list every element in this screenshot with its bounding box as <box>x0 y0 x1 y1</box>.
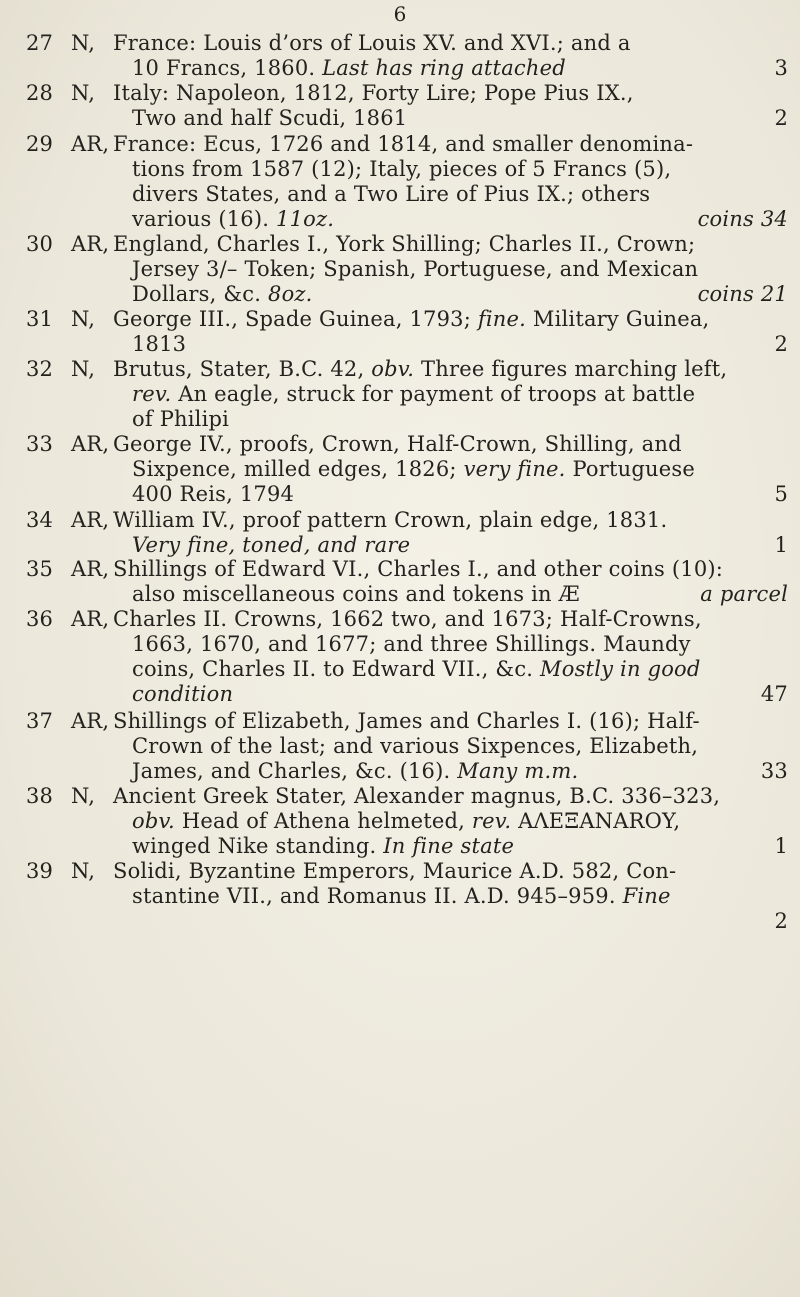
description-text: rev. <box>132 382 172 406</box>
description-text: Brutus, Stater, B.C. 42, <box>113 357 372 381</box>
metal-code: N, <box>71 31 96 55</box>
lot-quantity: 1 <box>774 533 788 557</box>
lot-quantity: 3 <box>774 56 788 80</box>
description-line <box>113 508 788 533</box>
description-line <box>113 232 788 257</box>
description-text: Many m.m. <box>457 759 579 783</box>
lot-description <box>113 31 788 81</box>
lot-number: 27 <box>26 31 54 55</box>
lot-description <box>113 784 788 859</box>
description-line <box>113 709 788 734</box>
lot-number: 35 <box>26 557 54 581</box>
metal-code: N, <box>71 859 96 883</box>
description-text: condition <box>132 682 234 706</box>
description-line <box>113 81 788 106</box>
lot-quantity: 5 <box>774 482 788 506</box>
lot-number: 29 <box>26 132 54 156</box>
lot-number: 34 <box>26 508 54 532</box>
metal-code: AR, <box>71 132 110 156</box>
description-text: 11oz. <box>276 207 335 231</box>
lot-number: 36 <box>26 607 54 631</box>
description-line <box>113 307 788 332</box>
description-text: of Philipi <box>132 407 230 431</box>
lot-quantity: 2 <box>774 106 788 130</box>
description-text: Head of Athena helmeted, <box>174 809 472 833</box>
description-text: Fine <box>622 884 671 908</box>
description-text: England, Charles I., York Shilling; Charles II., Crown; <box>113 232 696 256</box>
description-text: Shillings of Edward VI., Charles I., and other coins (10): <box>113 557 724 581</box>
description-text: James, and Charles, &c. (16). <box>132 759 458 783</box>
lot-number: 33 <box>26 432 54 456</box>
lot-number: 28 <box>26 81 54 105</box>
description-text: Sixpence, milled edges, 1826; <box>132 457 464 481</box>
description-line <box>113 407 788 432</box>
lot-number: 30 <box>26 232 54 256</box>
description-line <box>113 106 788 131</box>
description-text: Crown of the last; and various Sixpences, Elizabeth, <box>132 734 699 758</box>
lot-description <box>113 132 788 232</box>
description-line <box>113 31 788 56</box>
description-text: Jersey 3/– Token; Spanish, Portuguese, and Mexican <box>132 257 699 281</box>
metal-code: AR, <box>71 232 110 256</box>
lot-description <box>113 607 788 707</box>
description-text: France: Ecus, 1726 and 1814, and smaller denomina- <box>113 132 694 156</box>
description-text: Last has ring attached <box>322 56 566 80</box>
description-text: An eagle, struck for payment of troops at battle <box>171 382 696 406</box>
description-line <box>113 909 788 934</box>
metal-code: AR, <box>71 508 110 532</box>
description-line <box>113 682 788 707</box>
lot-number: 37 <box>26 709 54 733</box>
lot-number: 39 <box>26 859 54 883</box>
description-line <box>113 734 788 759</box>
description-text: obv. <box>132 809 175 833</box>
description-text: also miscellaneous coins and tokens in Æ <box>132 582 580 606</box>
description-line <box>113 157 788 182</box>
description-line <box>113 607 788 632</box>
description-line <box>113 282 788 307</box>
description-text: Charles II. Crowns, 1662 two, and 1673; Half-Crowns, <box>113 607 702 631</box>
description-text: Ancient Greek Stater, Alexander magnus, B.C. 336–323, <box>113 784 721 808</box>
metal-code: AR, <box>71 432 110 456</box>
description-text: Very fine, toned, and rare <box>132 533 411 557</box>
description-line <box>113 56 788 81</box>
description-text: 8oz. <box>268 282 313 306</box>
lot-quantity: coins 34 <box>697 207 788 231</box>
description-text: rev. <box>471 809 512 833</box>
lot-quantity: 1 <box>774 834 788 858</box>
description-line <box>113 533 788 558</box>
description-line <box>113 657 788 682</box>
lot-description <box>113 709 788 784</box>
description-line <box>113 182 788 207</box>
description-line <box>113 132 788 157</box>
page-number: 6 <box>393 2 407 26</box>
description-text: very fine. <box>463 457 566 481</box>
lot-quantity: 33 <box>760 759 788 783</box>
description-text: tions from 1587 (12); Italy, pieces of 5 Francs (5), <box>132 157 672 181</box>
description-text: In fine state <box>383 834 515 858</box>
lot-number: 38 <box>26 784 54 808</box>
description-line <box>113 482 788 507</box>
description-text: George IV., proofs, Crown, Half-Crown, Shilling, and <box>113 432 682 456</box>
description-line <box>113 207 788 232</box>
description-line <box>113 582 788 607</box>
lot-description <box>113 232 788 307</box>
metal-code: N, <box>71 81 96 105</box>
description-line <box>113 457 788 482</box>
description-text: Military Guinea, <box>526 307 710 331</box>
metal-code: N, <box>71 357 96 381</box>
description-text: Three figures marching left, <box>414 357 728 381</box>
lot-description <box>113 81 788 131</box>
description-text: AΛΕΞΑΝΑROY, <box>511 809 681 833</box>
lot-number: 32 <box>26 357 54 381</box>
lot-quantity: a parcel <box>700 582 788 606</box>
description-text: divers States, and a Two Lire of Pius IX.; others <box>132 182 651 206</box>
metal-code: N, <box>71 784 96 808</box>
description-text: 1813 <box>132 332 187 356</box>
description-text: obv. <box>371 357 415 381</box>
lot-description <box>113 508 788 558</box>
description-text: 10 Francs, 1860. <box>132 56 323 80</box>
description-text: William IV., proof pattern Crown, plain edge, 1831. <box>113 508 668 532</box>
description-line <box>113 759 788 784</box>
description-text: various (16). <box>132 207 277 231</box>
metal-code: AR, <box>71 709 110 733</box>
description-text: Solidi, Byzantine Emperors, Maurice A.D. 582, Con- <box>113 859 677 883</box>
metal-code: AR, <box>71 607 110 631</box>
description-line <box>113 834 788 859</box>
description-text: Two and half Scudi, 1861 <box>132 106 408 130</box>
description-line <box>113 357 788 382</box>
description-text: 1663, 1670, and 1677; and three Shillings. Maundy <box>132 632 691 656</box>
lot-description <box>113 432 788 507</box>
description-line <box>113 859 788 884</box>
description-line <box>113 809 788 834</box>
lot-quantity: 2 <box>774 332 788 356</box>
description-line <box>113 557 788 582</box>
description-line <box>113 632 788 657</box>
lot-description <box>113 557 788 607</box>
description-text: coins, Charles II. to Edward VII., &c. <box>132 657 541 681</box>
description-text: George III., Spade Guinea, 1793; <box>113 307 478 331</box>
description-line <box>113 884 788 909</box>
lot-quantity: 47 <box>760 682 788 706</box>
description-line <box>113 257 788 282</box>
description-line <box>113 432 788 457</box>
metal-code: N, <box>71 307 96 331</box>
description-text: Shillings of Elizabeth, James and Charles I. (16); Half- <box>113 709 700 733</box>
description-text: 400 Reis, 1794 <box>132 482 295 506</box>
description-text: Mostly in good <box>540 657 701 681</box>
lot-quantity: coins 21 <box>697 282 788 306</box>
lot-number: 31 <box>26 307 54 331</box>
metal-code: AR, <box>71 557 110 581</box>
lot-quantity: 2 <box>774 909 788 933</box>
description-text: France: Louis d’ors of Louis XV. and XVI.; and a <box>113 31 631 55</box>
description-line <box>113 784 788 809</box>
description-text: stantine VII., and Romanus II. A.D. 945–959. <box>132 884 623 908</box>
description-line <box>113 382 788 407</box>
description-text: Portuguese <box>565 457 695 481</box>
description-text: winged Nike standing. <box>132 834 384 858</box>
description-text: Italy: Napoleon, 1812, Forty Lire; Pope Pius IX., <box>113 81 634 105</box>
description-text: fine. <box>477 307 526 331</box>
description-line <box>113 332 788 357</box>
lot-description <box>113 357 788 432</box>
lot-description <box>113 859 788 934</box>
lot-description <box>113 307 788 357</box>
description-text: Dollars, &c. <box>132 282 269 306</box>
